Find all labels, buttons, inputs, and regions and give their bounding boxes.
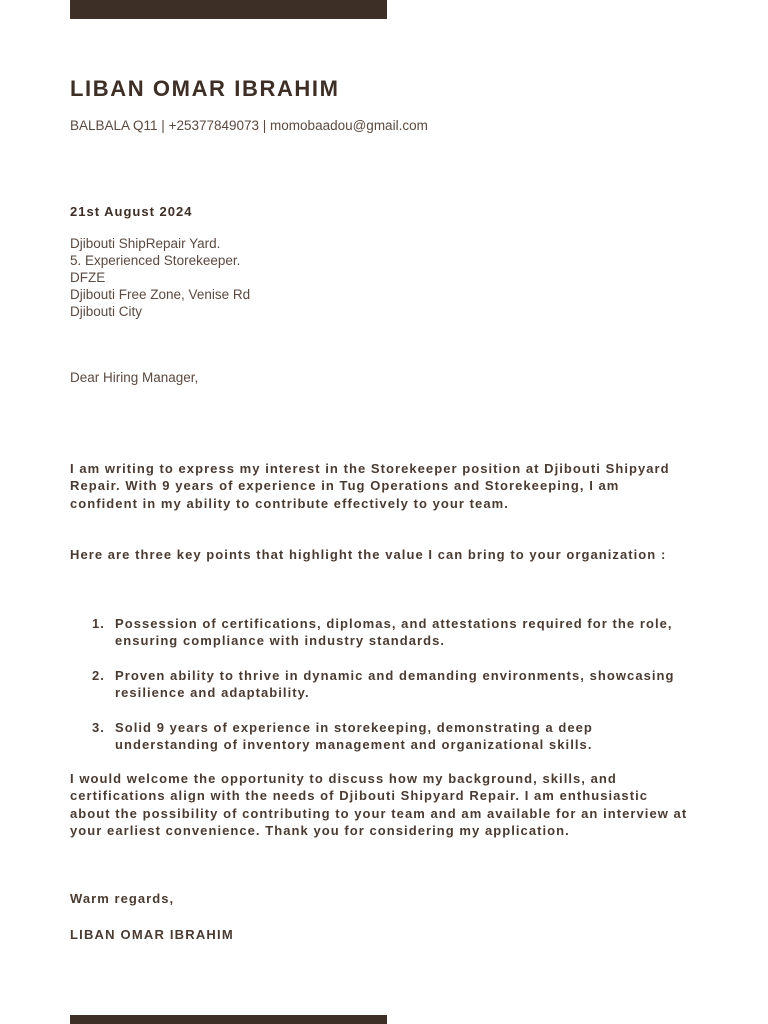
address-line: 5. Experienced Storekeeper.: [70, 253, 241, 268]
letter-date: 21st August 2024: [70, 204, 193, 219]
key-point-number: 3.: [92, 719, 105, 735]
key-point-item: [70, 667, 690, 702]
bottom-accent-bar: [70, 1015, 387, 1024]
key-point-text: Solid 9 years of experience in storekeeping, demonstrating a deep understanding of inventory management and organizational skills.: [115, 719, 593, 753]
top-accent-bar: [70, 0, 387, 19]
address-line: Djibouti Free Zone, Venise Rd: [70, 287, 251, 302]
points-intro-paragraph: Here are three key points that highlight the value I can bring to your organization :: [70, 547, 667, 562]
conclusion-paragraph: I would welcome the opportunity to discuss how my background, skills, and certifications align with the needs of Djibouti Shipyard Repair. I am enthusiastic about the possibility of contributing to your team and am available for an interview at your earliest convenience. Thank you for considering my application.: [70, 771, 688, 839]
sender-contact-info: BALBALA Q11 | +25377849073 | momobaadou@gmail.com: [70, 118, 428, 133]
address-line: Djibouti ShipRepair Yard.: [70, 236, 221, 251]
intro-paragraph: I am writing to express my interest in the Storekeeper position at Djibouti Shipyard Repair. With 9 years of experience in Tug Operations and Storekeeping, I am confident in my ability to contribute effectively to your team.: [70, 461, 670, 511]
closing: Warm regards,: [70, 891, 175, 906]
key-points-list: [70, 615, 690, 770]
recipient-address: [70, 235, 250, 320]
key-point-text: Proven ability to thrive in dynamic and demanding environments, showcasing resilience and adaptability.: [115, 667, 675, 701]
address-line: Djibouti City: [70, 304, 143, 319]
key-point-item: [70, 615, 690, 650]
salutation: Dear Hiring Manager,: [70, 370, 199, 385]
key-point-item: [70, 719, 690, 754]
address-line: DFZE: [70, 270, 106, 285]
key-point-number: 2.: [92, 667, 105, 683]
signature-name: LIBAN OMAR IBRAHIM: [70, 927, 234, 942]
key-point-text: Possession of certifications, diplomas, and attestations required for the role, ensuring compliance with industry standards.: [115, 616, 673, 649]
key-point-number: 1.: [92, 616, 105, 631]
sender-name: LIBAN OMAR IBRAHIM: [70, 76, 340, 101]
